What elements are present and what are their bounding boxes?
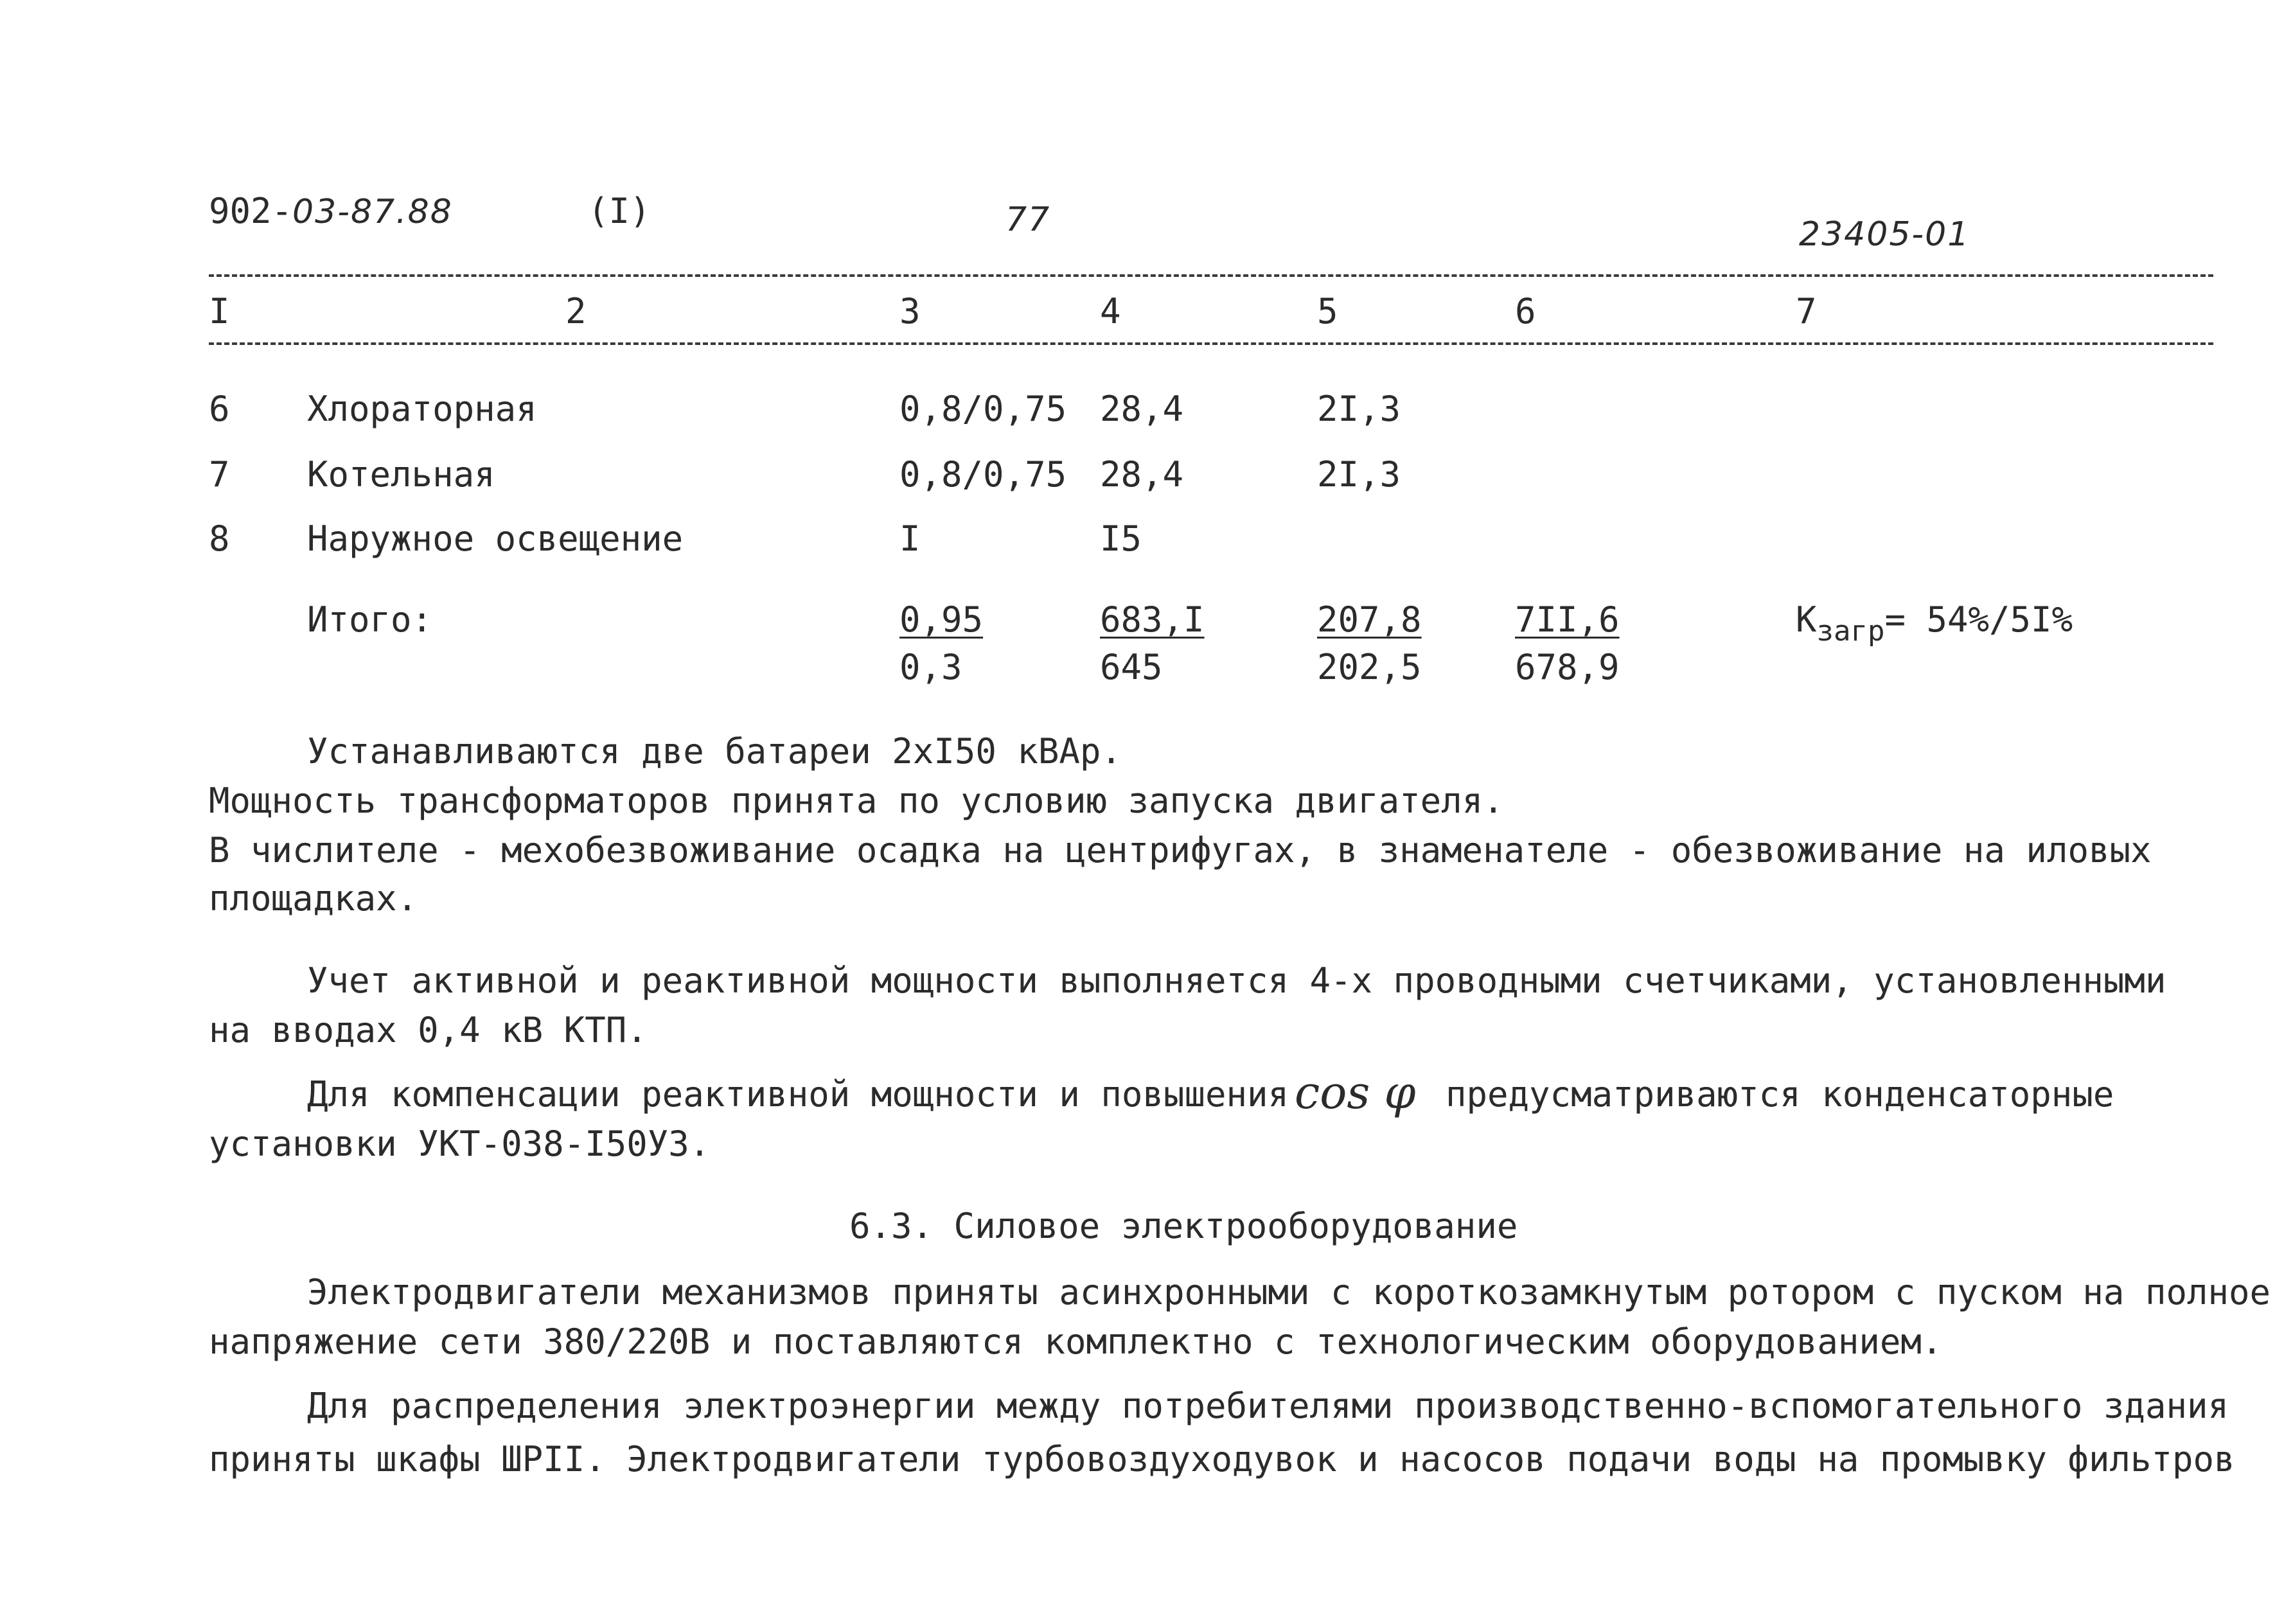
note-line: Мощность трансформаторов принята по условию запуска двигателя. — [209, 781, 1504, 821]
table-header-rule — [209, 342, 2213, 345]
total-col4-denominator: 645 — [1100, 647, 1163, 687]
row-number: 7 — [209, 454, 230, 495]
total-col5-denominator: 202,5 — [1317, 647, 1422, 687]
total-col6-denominator: 678,9 — [1515, 647, 1620, 687]
col-header-6: 6 — [1515, 291, 1536, 331]
load-factor-symbol: К — [1796, 599, 1817, 640]
col-header-2: 2 — [565, 291, 587, 331]
paragraph-line: предусматриваются конденсаторные — [1446, 1074, 2114, 1115]
col-header-4: 4 — [1100, 291, 1121, 331]
row-name: Наружное освещение — [307, 518, 684, 559]
paragraph-line: на вводах 0,4 кВ КТП. — [209, 1010, 648, 1050]
total-col4-numerator: 683,I — [1100, 599, 1205, 640]
row-number: 8 — [209, 518, 230, 559]
total-label: Итого: — [307, 599, 433, 640]
paragraph-line: установки УКТ-038-I50УЗ. — [209, 1124, 711, 1164]
row-name: Хлораторная — [307, 389, 537, 429]
row-col5: 2I,3 — [1317, 454, 1401, 495]
table-top-rule — [209, 274, 2213, 277]
row-col3: 0,8/0,75 — [899, 454, 1067, 495]
doc-code-prefix: 902- — [209, 191, 293, 231]
row-col4: I5 — [1100, 518, 1142, 559]
note-line: Устанавливаются две батареи 2хI50 кВАр. — [307, 731, 1122, 772]
note-line: В числителе - мехобезвоживание осадка на центрифугах, в знаменателе - обезвоживание на иловых — [209, 830, 2152, 870]
row-col4: 28,4 — [1100, 389, 1184, 429]
note-line: площадках. — [209, 878, 418, 919]
section-title: 6.3. Силовое электрооборудование — [849, 1206, 1518, 1246]
load-factor — [1796, 599, 2073, 648]
cos-phi-symbol: cos φ — [1295, 1066, 1416, 1119]
total-col3-numerator: 0,95 — [899, 599, 984, 640]
row-col3: I — [899, 518, 921, 559]
paragraph-line: напряжение сети 380/220В и поставляются комплектно с технологическим оборудованием. — [209, 1321, 1943, 1362]
load-factor-subscript: загр — [1816, 615, 1885, 648]
row-col5: 2I,3 — [1317, 389, 1401, 429]
doc-code — [209, 191, 453, 231]
row-name: Котельная — [307, 454, 495, 495]
paragraph-line: Для компенсации реактивной мощности и повышения — [307, 1074, 1289, 1115]
total-col6-numerator: 7II,6 — [1515, 599, 1620, 640]
row-col3: 0,8/0,75 — [899, 389, 1067, 429]
total-col3-denominator: 0,3 — [899, 647, 962, 687]
col-header-7: 7 — [1796, 291, 1817, 331]
col-header-1: I — [209, 291, 230, 331]
row-number: 6 — [209, 389, 230, 429]
doc-part: (I) — [588, 191, 651, 231]
paragraph-line: Учет активной и реактивной мощности выполняется 4-х проводными счетчиками, установленными — [307, 960, 2166, 1001]
row-col4: 28,4 — [1100, 454, 1184, 495]
page-number: 77 — [1005, 200, 1051, 239]
total-col5-numerator: 207,8 — [1317, 599, 1422, 640]
archive-number: 23405-01 — [1799, 215, 1970, 254]
col-header-3: 3 — [899, 291, 921, 331]
doc-code-hand: 03-87.88 — [292, 193, 453, 231]
paragraph-line: приняты шкафы ШРII. Электродвигатели турбовоздуходувок и насосов подачи воды на промывку фильтров — [209, 1439, 2235, 1479]
paragraph-line: Электродвигатели механизмов приняты асинхронными с короткозамкнутым ротором с пуском на полное — [307, 1272, 2271, 1312]
col-header-5: 5 — [1317, 291, 1338, 331]
paragraph-line: Для распределения электроэнергии между потребителями производственно-вспомогательного здания — [307, 1386, 2229, 1426]
load-factor-value: = 54%/5I% — [1884, 599, 2073, 640]
